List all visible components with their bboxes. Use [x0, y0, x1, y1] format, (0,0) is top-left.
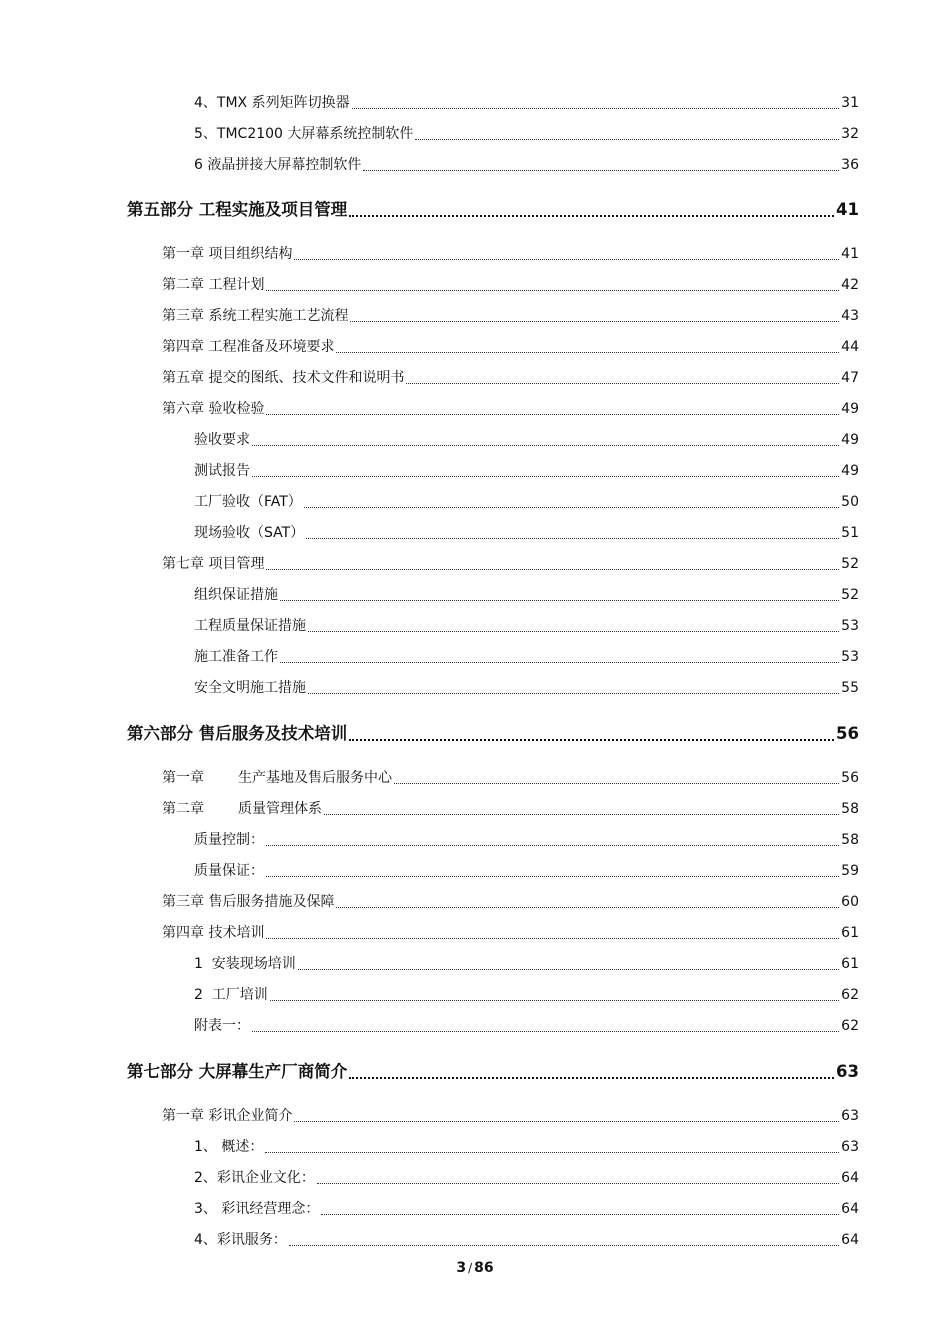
dot-leader: [266, 289, 839, 291]
toc-entry[interactable]: [194, 985, 859, 1005]
toc-entry-label: 工程质量保证措施: [194, 618, 306, 634]
toc-entry-label: 第五章 提交的图纸、技术文件和说明书: [162, 370, 405, 386]
page-footer: [0, 1260, 950, 1276]
toc-page-number: 64: [841, 1201, 859, 1217]
toc-entry-label: [162, 768, 392, 788]
toc-entry[interactable]: [194, 1168, 859, 1188]
dot-leader: [280, 599, 839, 601]
dot-leader: [270, 999, 839, 1001]
toc-entry-label: 第一章 项目组织结构: [162, 246, 293, 262]
toc-entry-label: 质量保证：: [194, 863, 264, 879]
dot-leader: [252, 444, 839, 446]
toc-page-number: 53: [841, 649, 859, 665]
toc-entry[interactable]: [162, 337, 859, 357]
dot-leader: [349, 214, 834, 217]
toc-entry[interactable]: [194, 678, 859, 698]
toc-page-number: 44: [841, 339, 859, 355]
toc-page-number: 60: [841, 894, 859, 910]
toc-part-heading[interactable]: [127, 198, 859, 222]
dot-leader: [394, 782, 839, 784]
toc-page-number: 59: [841, 863, 859, 879]
dot-leader: [304, 506, 839, 508]
toc-page-number: 63: [841, 1139, 859, 1155]
dot-leader: [336, 351, 839, 353]
dot-leader: [308, 630, 839, 632]
dot-leader: [415, 138, 839, 140]
dot-leader: [266, 875, 839, 877]
dot-leader: [289, 1244, 839, 1246]
toc-chapter-title: 质量管理体系: [238, 801, 322, 817]
toc-entry-label: 1、 概述：: [194, 1139, 264, 1155]
toc-entry-label: 1 安装现场培训: [194, 956, 296, 972]
toc-entry-label: 第二章 工程计划: [162, 277, 265, 293]
toc-entry[interactable]: [194, 585, 859, 605]
toc-page-number: 42: [841, 277, 859, 293]
toc-chapter-number: 第一章: [162, 770, 204, 786]
toc-page-number: 52: [841, 587, 859, 603]
dot-leader: [265, 1151, 839, 1153]
dot-leader: [294, 1120, 839, 1122]
toc-page-number: 31: [841, 95, 859, 111]
toc-page-number: 36: [841, 157, 859, 173]
toc-page-number: 49: [841, 463, 859, 479]
toc-chapter-title: 生产基地及售后服务中心: [238, 770, 392, 786]
current-page-number: 3: [456, 1260, 467, 1276]
toc-entry-label: 3、 彩讯经营理念：: [194, 1201, 320, 1217]
toc-entry-label: 第四章 工程准备及环境要求: [162, 339, 335, 355]
toc-entry[interactable]: [194, 861, 859, 881]
toc-page-number: 49: [841, 432, 859, 448]
toc-page-number: 62: [841, 1018, 859, 1034]
dot-leader: [363, 169, 839, 171]
toc-page-number: 49: [841, 401, 859, 417]
toc-entry[interactable]: [162, 306, 859, 326]
dot-leader: [280, 661, 839, 663]
toc-entry[interactable]: [194, 430, 859, 450]
toc-entry-label: 4、TMX 系列矩阵切换器: [194, 95, 350, 111]
toc-page-number: 56: [841, 770, 859, 786]
toc-entry[interactable]: [194, 1230, 859, 1250]
toc-entry[interactable]: [194, 616, 859, 636]
toc-entry[interactable]: [162, 799, 859, 819]
dot-leader: [266, 568, 839, 570]
dot-leader: [252, 1030, 839, 1032]
toc-entry-label: 6 液晶拼接大屏幕控制软件: [194, 157, 362, 173]
toc-entry[interactable]: [194, 1199, 859, 1219]
dot-leader: [324, 813, 839, 815]
toc-page-number: 56: [836, 724, 859, 743]
toc-entry[interactable]: [162, 399, 859, 419]
toc-page-number: 55: [841, 680, 859, 696]
dot-leader: [352, 107, 840, 109]
toc-entry[interactable]: [194, 954, 859, 974]
toc-entry-label: 4、彩讯服务：: [194, 1232, 287, 1248]
total-page-count: 86: [474, 1260, 494, 1276]
toc-entry-label: 2、彩讯企业文化：: [194, 1170, 315, 1186]
toc-page-number: 64: [841, 1232, 859, 1248]
dot-leader: [252, 475, 839, 477]
dot-leader: [336, 906, 839, 908]
dot-leader: [266, 413, 839, 415]
toc-entry[interactable]: [162, 554, 859, 574]
toc-entry-label: 验收要求: [194, 432, 250, 448]
toc-entry-label: [162, 799, 322, 819]
dot-leader: [266, 937, 839, 939]
toc-page-number: 52: [841, 556, 859, 572]
toc-entry[interactable]: [162, 1106, 859, 1126]
toc-page-number: 61: [841, 956, 859, 972]
dot-leader: [321, 1213, 839, 1215]
dot-leader: [349, 738, 834, 741]
toc-entry-label: 第七章 项目管理: [162, 556, 265, 572]
toc-page-number: 53: [841, 618, 859, 634]
toc-page-number: 64: [841, 1170, 859, 1186]
toc-page-number: 62: [841, 987, 859, 1003]
toc-page-number: 43: [841, 308, 859, 324]
toc-entry[interactable]: [194, 523, 859, 543]
toc-entry-label: 测试报告: [194, 463, 250, 479]
toc-page-number: 61: [841, 925, 859, 941]
toc-entry-label: 质量控制：: [194, 832, 264, 848]
dot-leader: [317, 1182, 839, 1184]
toc-page-number: 47: [841, 370, 859, 386]
toc-page-number: 32: [841, 126, 859, 142]
dot-leader: [308, 692, 839, 694]
toc-entry[interactable]: [194, 461, 859, 481]
toc-entry[interactable]: [162, 368, 859, 388]
toc-part-heading[interactable]: [127, 1060, 859, 1084]
toc-page-number: 63: [841, 1108, 859, 1124]
toc-entry[interactable]: [194, 155, 859, 175]
toc-page-number: 58: [841, 801, 859, 817]
dot-leader: [349, 1076, 834, 1079]
dot-leader: [350, 320, 839, 322]
toc-entry[interactable]: [162, 892, 859, 912]
toc-page-number: 41: [836, 200, 859, 219]
toc-part-heading[interactable]: [127, 722, 859, 746]
toc-entry[interactable]: [162, 768, 859, 788]
page-separator: /: [468, 1261, 473, 1275]
toc-part-label: 第五部分 工程实施及项目管理: [127, 200, 348, 219]
toc-part-label: 第六部分 售后服务及技术培训: [127, 724, 348, 743]
dot-leader: [406, 382, 839, 384]
toc-entry-label: 工厂验收（FAT）: [194, 494, 302, 510]
toc-entry-label: 第三章 售后服务措施及保障: [162, 894, 335, 910]
toc-entry[interactable]: [162, 244, 859, 264]
toc-entry[interactable]: [194, 492, 859, 512]
toc-entry[interactable]: [162, 275, 859, 295]
toc-entry-label: 组织保证措施: [194, 587, 278, 603]
toc-entry[interactable]: [194, 1016, 859, 1036]
toc-entry[interactable]: [194, 830, 859, 850]
toc-entry-label: 施工准备工作: [194, 649, 278, 665]
toc-page-number: 41: [841, 246, 859, 262]
toc-page-number: 50: [841, 494, 859, 510]
toc-entry-label: 5、TMC2100 大屏幕系统控制软件: [194, 126, 414, 142]
toc-entry-label: 现场验收（SAT）: [194, 525, 305, 541]
toc-page-number: 58: [841, 832, 859, 848]
toc-entry-label: 第四章 技术培训: [162, 925, 265, 941]
dot-leader: [306, 537, 839, 539]
toc-entry-label: 安全文明施工措施: [194, 680, 306, 696]
toc-page-number: 51: [841, 525, 859, 541]
dot-leader: [266, 844, 839, 846]
dot-leader: [298, 968, 839, 970]
toc-entry-label: 第三章 系统工程实施工艺流程: [162, 308, 349, 324]
toc-entry[interactable]: [194, 124, 859, 144]
dot-leader: [294, 258, 839, 260]
toc-entry[interactable]: [194, 647, 859, 667]
toc-entry-label: 附表一：: [194, 1018, 250, 1034]
toc-entry[interactable]: [194, 93, 859, 113]
toc-entry[interactable]: [162, 923, 859, 943]
toc-entry-label: 第一章 彩讯企业简介: [162, 1108, 293, 1124]
toc-entry[interactable]: [194, 1137, 859, 1157]
toc-entry-label: 2 工厂培训: [194, 987, 268, 1003]
toc-part-label: 第七部分 大屏幕生产厂商简介: [127, 1062, 348, 1081]
toc-entry-label: 第六章 验收检验: [162, 401, 265, 417]
toc-page-number: 63: [836, 1062, 859, 1081]
toc-chapter-number: 第二章: [162, 801, 204, 817]
